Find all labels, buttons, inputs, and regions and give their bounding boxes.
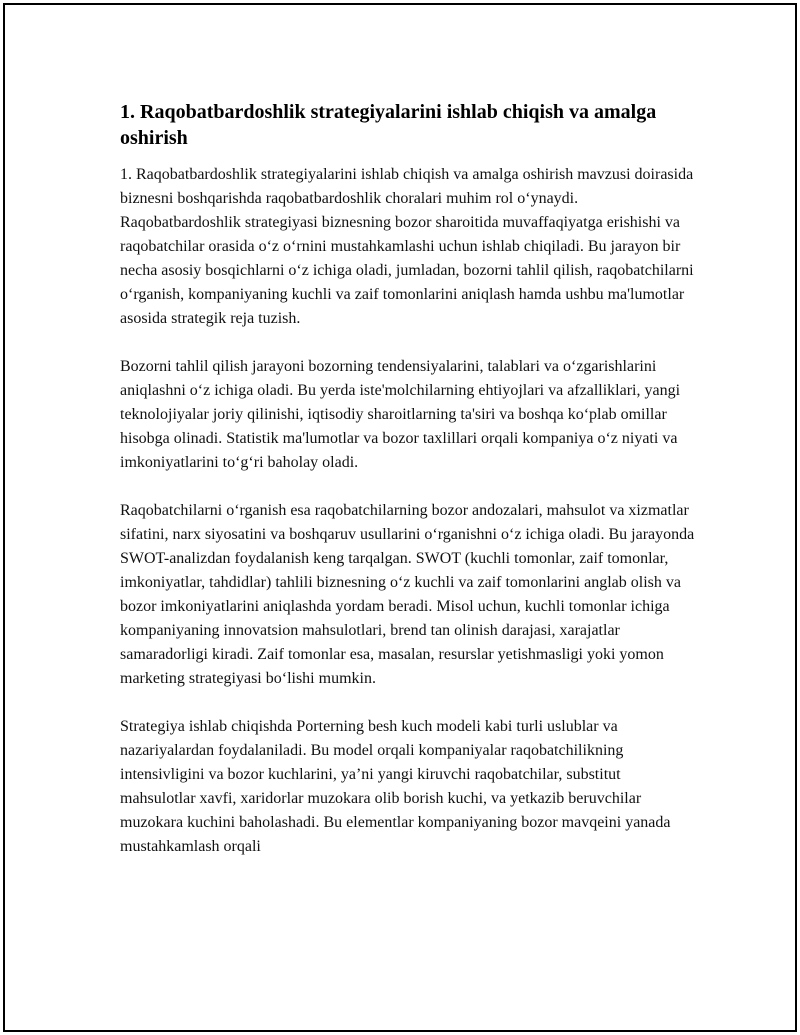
paragraph-intro: 1. Raqobatbardoshlik strategiyalarini ishlab chiqish va amalga oshirish mavzusi doirasida biznesni boshqarishda raqobatbardoshlik choralari muhim rol o‘ynaydi. Raqobatbardoshlik strategiyasi biznesning bozor sharoitida muvaffaqiyatga erishishi va raqobatchilar orasida o‘z o‘rnini mustahkamlashi uchun ishlab chiqiladi. Bu jarayon bir necha asosiy bosqichlarni o‘z ichiga oladi, jumladan, bozorni tahlil qilish, raqobatchilarni o‘rganish, kompaniyaning kuchli va zaif tomonlarini aniqlash hamda ushbu ma'lumotlar asosida strategik reja tuzish. [120, 166, 694, 327]
paragraph-competitor-study: Raqobatchilarni o‘rganish esa raqobatchilarning bozor andozalari, mahsulot va xizmatlar sifatini, narx siyosatini va boshqaruv usullarini o‘rganishni o‘z ichiga oladi. Bu jarayonda SWOT-analizdan foydalanish keng tarqalgan. SWOT (kuchli tomonlar, zaif tomonlar, imkoniyatlar, tahdidlar) tahlili biznesning o‘z kuchli va zaif tomonlarini anglab olish va bozor imkoniyatlarini aniqlashda yordam beradi. Misol uchun, kuchli tomonlar ichiga kompaniyaning innovatsion mahsulotlari, brend tan olinish darajasi, xarajatlar samaradorligi kiradi. Zaif tomonlar esa, masalan, resurslar yetishmasligi yoki yomon marketing strategiyasi bo‘lishi mumkin. [120, 502, 695, 687]
paragraph-porter-model: Strategiya ishlab chiqishda Porterning besh kuch modeli kabi turli uslublar va nazariyalardan foydalaniladi. Bu model orqali kompaniyalar raqobatchilikning intensivligini va bozor kuchlarini, ya’ni yangi kiruvchi raqobatchilar, substitut mahsulotlar xavfi, xaridorlar muzokara olib borish kuchi, va yetkazib beruvchilar muzokara kuchini baholashadi. Bu elementlar kompaniyaning bozor mavqeini yanada mustahkamlash orqali [120, 718, 671, 855]
paragraph-market-analysis: Bozorni tahlil qilish jarayoni bozorning tendensiyalarini, talablari va o‘zgarishlarini aniqlashni o‘z ichiga oladi. Bu yerda iste'molchilarning ehtiyojlari va afzalliklari, yangi teknolojiyalar joriy qilinishi, iqtisodiy sharoitlarning ta'siri va boshqa ko‘plab omillar hisobga olinadi. Statistik ma'lumotlar va bozor taxlillari orqali kompaniya o‘z niyati va imkoniyatlarini to‘g‘ri baholay oladi. [120, 358, 681, 471]
document-page [3, 3, 797, 1032]
document-body [120, 99, 700, 883]
document-title: 1. Raqobatbardoshlik strategiyalarini ishlab chiqish va amalga oshirish [120, 101, 657, 149]
